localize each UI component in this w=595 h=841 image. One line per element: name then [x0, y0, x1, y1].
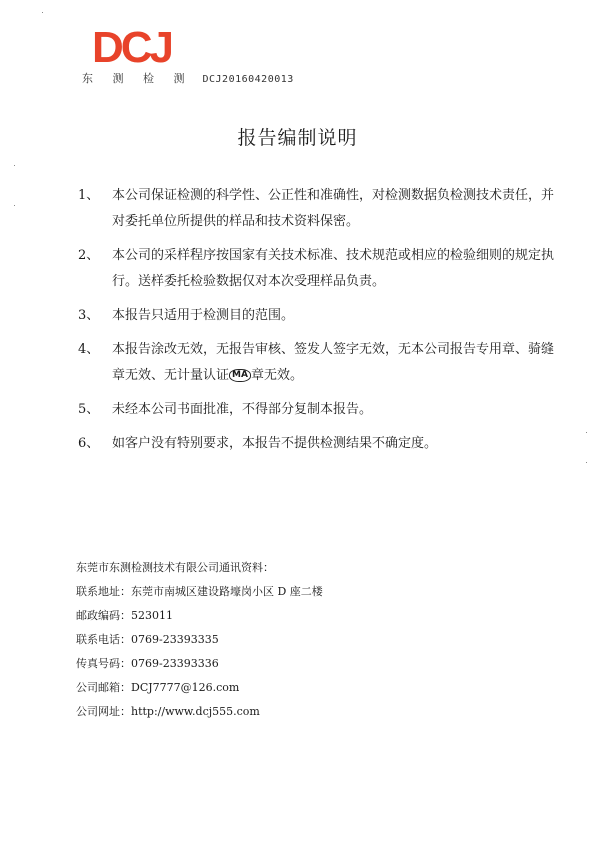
postal-value: 523011 — [131, 609, 173, 622]
contact-info — [76, 556, 323, 724]
item-text: 未经本公司书面批准，不得部分复制本报告。 — [112, 402, 373, 417]
list-item — [78, 431, 558, 457]
item-text: 本公司的采样程序按国家有关技术标准、技术规范或相应的检验细则的规定执行。送样委托检验数据仅对本次受理样品负责。 — [112, 248, 555, 289]
item-number: 1、 — [78, 188, 100, 203]
logo-text: DCJ — [92, 24, 172, 68]
contact-postal — [76, 604, 323, 628]
contact-website — [76, 700, 323, 724]
cma-mark-icon: MA — [229, 369, 251, 382]
report-code: DCJ20160420013 — [202, 74, 294, 85]
item-text: 本公司保证检测的科学性、公正性和准确性，对检测数据负检测技术责任，并对委托单位所提供的样品和技术资料保密。 — [112, 188, 555, 229]
list-item — [78, 397, 558, 423]
scan-speck — [14, 205, 15, 206]
item-text-after: 章无效。 — [250, 368, 303, 383]
scan-speck — [42, 12, 43, 13]
statement-list — [78, 183, 558, 465]
website-value: http://www.dcj555.com — [131, 705, 260, 718]
item-text — [112, 337, 558, 389]
website-label: 公司网址： — [76, 705, 131, 718]
item-number: 4、 — [78, 342, 100, 357]
scan-speck — [586, 432, 587, 433]
scan-speck — [586, 462, 587, 463]
list-item — [78, 243, 558, 295]
phone-label: 联系电话： — [76, 633, 131, 646]
fax-value: 0769-23393336 — [131, 657, 219, 670]
item-text-before: 本报告涂改无效，无报告审核、签发人签字无效，无本公司报告专用章、骑缝章无效、无计量认证 — [112, 342, 555, 383]
company-short-name: 东 测 检 测 — [82, 72, 193, 85]
email-value: DCJ7777@126.com — [131, 681, 240, 694]
email-label: 公司邮箱： — [76, 681, 131, 694]
phone-value: 0769-23393335 — [131, 633, 219, 646]
list-item — [78, 183, 558, 235]
report-subheader — [82, 70, 294, 86]
contact-address — [76, 580, 323, 604]
item-text: 本报告只适用于检测目的范围。 — [112, 308, 295, 323]
scan-speck — [14, 165, 15, 166]
address-value: 东莞市南城区建设路壕岗小区 D 座二楼 — [131, 585, 323, 598]
contact-phone — [76, 628, 323, 652]
address-label: 联系地址： — [76, 585, 131, 598]
page-title: 报告编制说明 — [237, 127, 358, 149]
item-number: 3、 — [78, 308, 100, 323]
list-item — [78, 303, 558, 329]
list-item — [78, 337, 558, 389]
contact-fax — [76, 652, 323, 676]
item-number: 2、 — [78, 248, 100, 263]
item-text: 如客户没有特别要求，本报告不提供检测结果不确定度。 — [112, 436, 438, 451]
item-number: 6、 — [78, 436, 100, 451]
company-logo — [92, 24, 184, 68]
postal-label: 邮政编码： — [76, 609, 131, 622]
contact-email — [76, 676, 323, 700]
fax-label: 传真号码： — [76, 657, 131, 670]
item-number: 5、 — [78, 402, 100, 417]
contact-heading: 东莞市东测检测技术有限公司通讯资料： — [76, 561, 274, 574]
